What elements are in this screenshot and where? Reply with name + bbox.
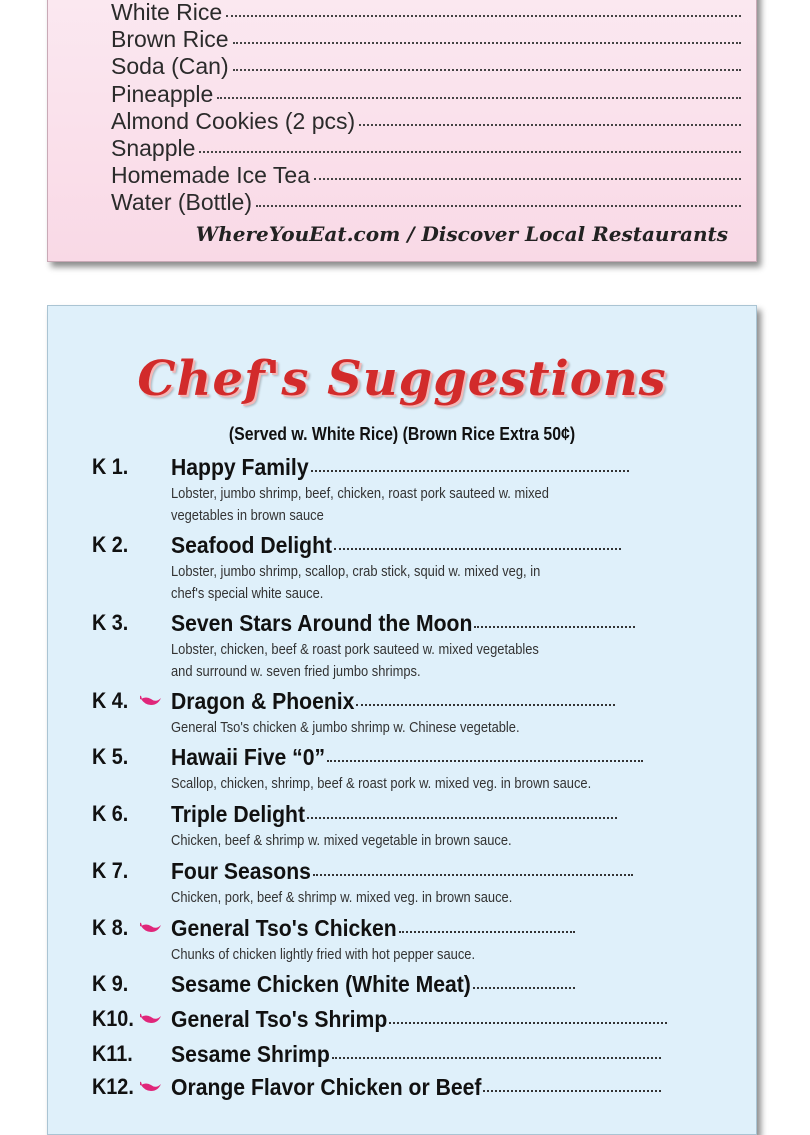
section-subtitle: (Served w. White Rice) (Brown Rice Extra 50¢) xyxy=(228,424,576,444)
menu-item-name-line xyxy=(171,744,643,771)
side-order-label: Water (Bottle) xyxy=(111,189,253,216)
dot-leader xyxy=(256,199,741,207)
menu-item-description: Chicken, pork, beef & shrimp w. mixed veg. in brown sauce. xyxy=(171,889,513,906)
menu-item-name: Orange Flavor Chicken or Beef xyxy=(171,1074,482,1100)
dot-leader xyxy=(483,1084,661,1092)
dot-leader xyxy=(233,63,741,71)
hot-pepper-icon xyxy=(140,921,162,931)
menu-item-code: K 5. xyxy=(92,744,129,769)
menu-item-name: Happy Family xyxy=(171,454,309,480)
dot-leader xyxy=(313,868,633,876)
menu-item-name-line xyxy=(171,1006,667,1033)
menu-item-code: K10. xyxy=(92,1006,134,1031)
dot-leader xyxy=(389,1016,667,1024)
menu-item-name-line xyxy=(171,1041,661,1068)
menu-item-name-line xyxy=(171,801,617,828)
dot-leader xyxy=(311,464,629,472)
menu-item-name-line xyxy=(171,532,621,559)
dot-leader xyxy=(226,9,741,17)
dot-leader xyxy=(332,1051,661,1059)
dot-leader xyxy=(359,118,741,126)
side-orders-list xyxy=(111,0,741,217)
menu-item-name-line xyxy=(171,971,575,998)
menu-item-code: K 7. xyxy=(92,858,129,883)
side-order-row xyxy=(111,135,741,162)
dot-leader xyxy=(233,36,741,44)
menu-item-code: K 6. xyxy=(92,801,129,826)
dot-leader xyxy=(199,145,741,153)
side-order-label: Snapple xyxy=(111,134,196,161)
menu-item-name: Seven Stars Around the Moon xyxy=(171,610,473,636)
side-order-row xyxy=(111,53,741,80)
side-order-row xyxy=(111,0,741,26)
menu-item-code: K 9. xyxy=(92,971,129,996)
menu-item-description: General Tso's chicken & jumbo shrimp w. Chinese vegetable. xyxy=(171,719,520,736)
menu-item-name-line xyxy=(171,454,629,481)
menu-item-name-line xyxy=(171,915,575,942)
menu-item-name: General Tso's Shrimp xyxy=(171,1006,388,1032)
side-order-label: Homemade Ice Tea xyxy=(111,162,311,189)
menu-item-code: K11. xyxy=(92,1041,133,1066)
menu-item-code: K 8. xyxy=(92,915,129,940)
dot-leader xyxy=(217,91,741,99)
menu-item-code: K 4. xyxy=(92,688,129,713)
menu-item-name-line xyxy=(171,858,633,885)
dot-leader xyxy=(334,542,621,550)
menu-item-code: K 2. xyxy=(92,532,129,557)
dot-leader xyxy=(399,925,575,933)
menu-item-description: Lobster, chicken, beef & roast pork sauteed w. mixed vegetables and surround w. seven fried jumbo shrimps. xyxy=(171,641,539,680)
hot-pepper-icon xyxy=(140,1080,162,1090)
menu-item-name-line xyxy=(171,688,615,715)
side-order-row xyxy=(111,108,741,135)
menu-item-description: Lobster, jumbo shrimp, beef, chicken, roast pork sauteed w. mixed vegetables in brown sauce xyxy=(171,485,549,524)
menu-item-name: Sesame Chicken (White Meat) xyxy=(171,971,471,997)
hot-pepper-icon xyxy=(140,694,162,704)
side-order-label: Brown Rice xyxy=(111,26,229,53)
side-order-row xyxy=(111,81,741,108)
dot-leader xyxy=(314,172,741,180)
side-order-row xyxy=(111,162,741,189)
dot-leader xyxy=(356,698,615,706)
menu-item-name: Four Seasons xyxy=(171,858,311,884)
menu-item-name: Dragon & Phoenix xyxy=(171,688,355,714)
chef-suggestions-panel xyxy=(47,305,757,1135)
menu-item-description: Scallop, chicken, shrimp, beef & roast pork w. mixed veg. in brown sauce. xyxy=(171,775,592,792)
side-order-label: Pineapple xyxy=(111,80,214,107)
dot-leader xyxy=(474,620,635,628)
side-order-row xyxy=(111,189,741,216)
menu-item-name: General Tso's Chicken xyxy=(171,915,397,941)
menu-item-name: Sesame Shrimp xyxy=(171,1041,330,1067)
menu-item-description: Chunks of chicken lightly fried with hot pepper sauce. xyxy=(171,946,476,963)
side-order-label: Almond Cookies (2 pcs) xyxy=(111,107,356,134)
menu-item-description: Chicken, beef & shrimp w. mixed vegetable in brown sauce. xyxy=(171,832,512,849)
side-orders-panel xyxy=(47,0,757,262)
menu-item-name: Triple Delight xyxy=(171,801,306,827)
menu-item-name-line xyxy=(171,610,635,637)
menu-item-code: K 1. xyxy=(92,454,129,479)
side-order-label: White Rice xyxy=(111,0,223,25)
side-order-label: Soda (Can) xyxy=(111,53,229,80)
dot-leader xyxy=(307,811,617,819)
dot-leader xyxy=(327,754,643,762)
hot-pepper-icon xyxy=(140,1012,162,1022)
dot-leader xyxy=(473,981,575,989)
menu-item-description: Lobster, jumbo shrimp, scallop, crab stick, squid w. mixed veg, in chef's special white sauce. xyxy=(171,563,541,602)
menu-item-code: K12. xyxy=(92,1074,134,1099)
site-brand: WhereYouEat.com / Discover Local Restaurants xyxy=(195,222,728,246)
menu-item-code: K 3. xyxy=(92,610,129,635)
side-order-row xyxy=(111,26,741,53)
menu-item-name: Seafood Delight xyxy=(171,532,333,558)
menu-item-name: Hawaii Five “0” xyxy=(171,744,326,770)
section-title: Chef's Suggestions xyxy=(137,351,667,407)
